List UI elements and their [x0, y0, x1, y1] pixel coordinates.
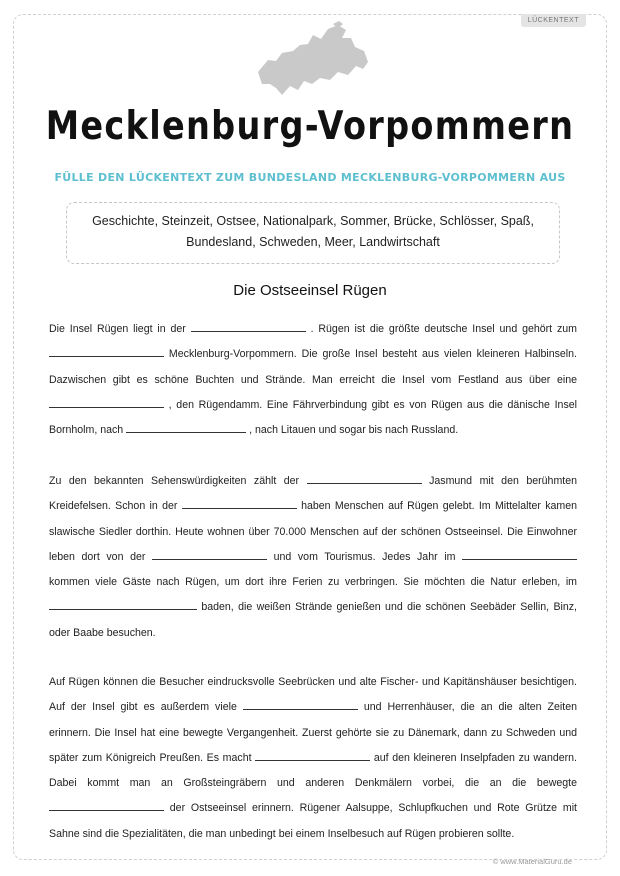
blank-field[interactable]: [462, 549, 577, 560]
blank-field[interactable]: [49, 346, 164, 357]
blank-field[interactable]: [182, 498, 297, 509]
text-segment: auf den kleineren Inselpfaden zu wandern. Dabei kommt man an Großsteingräbern und anderen Denkmälern vorbei, die an die bewegte: [49, 751, 577, 790]
paragraph-3: [49, 670, 577, 847]
page-title: Mecklenburg-Vorpommern: [45, 104, 575, 149]
text-segment: und vom Tourismus. Jedes Jahr im: [267, 550, 463, 563]
text-segment: kommen viele Gäste nach Rügen, um dort ihre Ferien zu verbringen. Sie möchten die Natur erleben, im: [49, 576, 577, 589]
blank-field[interactable]: [243, 699, 358, 710]
word-bank-line: Geschichte, Steinzeit, Ostsee, Nationalpark, Sommer, Brücke, Schlösser, Spaß,: [92, 214, 534, 228]
text-heading: Die Ostseeinsel Rügen: [233, 282, 387, 299]
paragraph-2: [49, 469, 577, 646]
blank-field[interactable]: [152, 549, 267, 560]
blank-field[interactable]: [49, 800, 164, 811]
paragraph-1: [49, 317, 577, 443]
word-bank-line: Bundesland, Schweden, Meer, Landwirtschaft: [186, 235, 440, 249]
text-segment: Jasmund mit den berühmten Kreidefelsen. Schon in der: [49, 475, 578, 513]
blank-field[interactable]: [49, 599, 197, 610]
blank-field[interactable]: [191, 321, 306, 332]
text-segment: Die Insel Rügen liegt in der: [49, 323, 191, 335]
worksheet-type-tag: LÜCKENTEXT: [521, 14, 586, 27]
text-segment: haben Menschen auf Rügen gelebt. Im Mittelalter kamen slawische Siedler dorthin. Heute wohnen über 70.000 Menschen auf der schönen Ostseeinsel. Die Einwohner leben dort von der: [49, 500, 577, 563]
text-segment: und Herrenhäuser, die an die alten Zeiten erinnern. Die Insel hat eine bewegte Vergangenheit. Zuerst gehörte sie zu Dänemark, dann zu Schweden und später zum Königreich Preußen. Es macht: [49, 701, 577, 764]
text-segment: , den Rügendamm. Eine Fährverbindung gibt es von Rügen aus die dänische Insel Bornholm, nach: [49, 398, 577, 437]
blank-field[interactable]: [126, 422, 246, 433]
blank-field[interactable]: [49, 397, 164, 408]
text-segment: baden, die weißen Strände genießen und die schönen Seebäder Sellin, Binz, oder Baabe besuchen.: [49, 601, 577, 639]
word-bank: [66, 202, 560, 264]
text-segment: Auf Rügen können die Besucher eindrucksvolle Seebrücken und alte Fischer- und Kapitänshäuser besichtigen. Auf der Insel gibt es außerdem viele: [49, 676, 577, 714]
text-segment: der Ostseeinsel erinnern. Rügener Aalsuppe, Schlupfkuchen und Rote Grütze mit Sahne sind die Spezialitäten, die man unbedingt bei einem Inselbesuch auf Rügen probieren sollte.: [49, 802, 577, 840]
copyright-footer: © www.MaterialGuru.de: [492, 857, 572, 866]
state-map-icon: [250, 20, 375, 102]
blank-field[interactable]: [255, 750, 370, 761]
page-subtitle: FÜLLE DEN LÜCKENTEXT ZUM BUNDESLAND MECKLENBURG-VORPOMMERN AUS: [54, 171, 566, 184]
text-segment: Mecklenburg-Vorpommern. Die große Insel besteht aus vielen kleineren Halbinseln. Dazwischen gibt es schöne Buchten und Strände. Man erreicht die Insel vom Festland aus über eine: [49, 348, 577, 386]
text-segment: , nach Litauen und sogar bis nach Russland.: [246, 424, 459, 437]
text-segment: . Rügen ist die größte deutsche Insel und gehört zum: [305, 323, 577, 335]
text-segment: Zu den bekannten Sehenswürdigkeiten zählt der: [49, 475, 307, 487]
blank-field[interactable]: [307, 473, 422, 484]
